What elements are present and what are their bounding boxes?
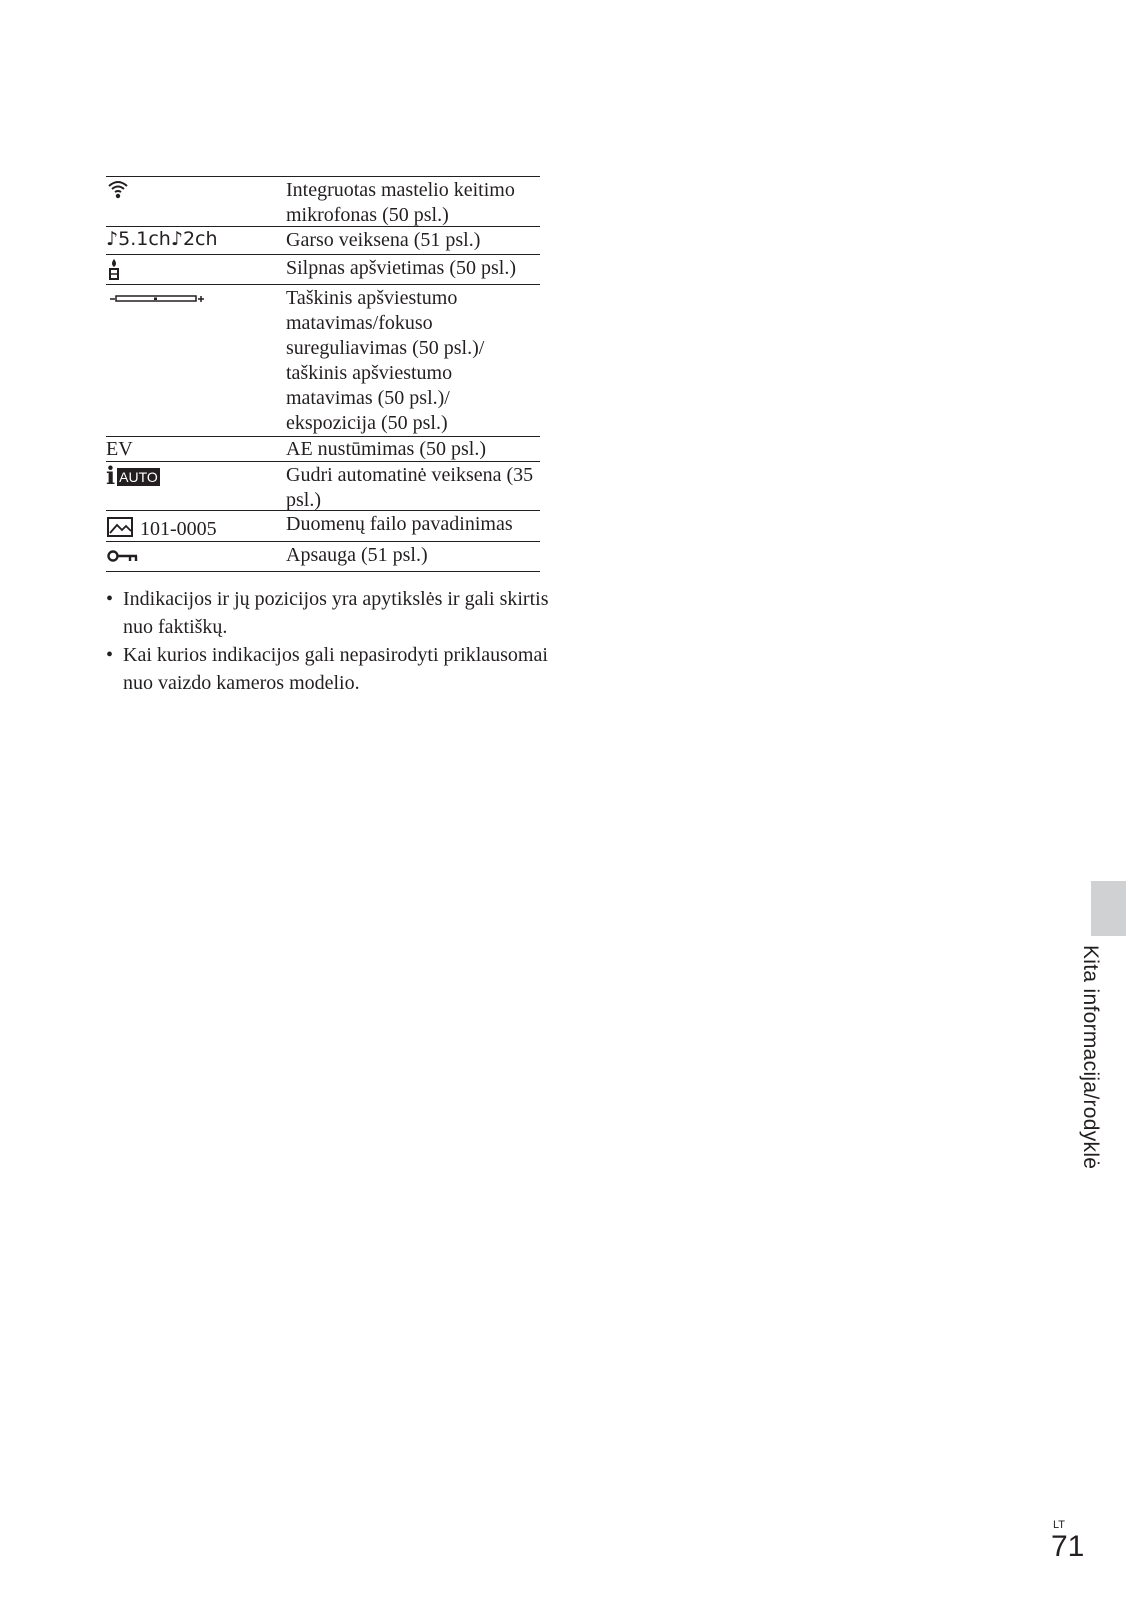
page-number: 71 xyxy=(1051,1530,1085,1563)
row-description: AE nustūmimas (50 psl.) xyxy=(286,438,486,460)
spot-meter-bar-icon xyxy=(106,285,286,436)
ev-label: EV xyxy=(106,438,133,460)
row-description: Apsauga (51 psl.) xyxy=(286,544,428,566)
row-description: Taškinis apšviestumo matavimas/fokuso sureguliavimas (50 psl.)/ taškinis apšviestumo matavimas (50 psl.)/ ekspozicija (50 psl.) xyxy=(286,287,485,434)
intelligent-auto-icon: i AUTO xyxy=(106,461,158,490)
indicator-table xyxy=(106,176,540,572)
row-description: Garso veiksena (51 psl.) xyxy=(286,229,481,251)
table-row xyxy=(106,227,540,255)
table-row xyxy=(106,255,540,285)
section-tab-marker xyxy=(1091,881,1126,936)
zoom-microphone-icon xyxy=(106,177,286,226)
row-description: Integruotas mastelio keitimo mikrofonas (50 psl.) xyxy=(286,179,515,226)
table-row xyxy=(106,511,540,542)
file-name-value: 101-0005 xyxy=(140,518,217,540)
audio-mode-icon: ♪5.1ch♪2ch xyxy=(106,228,218,250)
language-code: LT xyxy=(1053,1519,1066,1531)
notes-list xyxy=(106,585,556,697)
list-item xyxy=(106,585,556,641)
auto-badge: AUTO xyxy=(119,469,158,485)
table-row xyxy=(106,177,540,227)
row-description: Gudri automatinė veiksena (35 psl.) xyxy=(286,464,534,511)
row-description: Silpnas apšvietimas (50 psl.) xyxy=(286,257,516,279)
table-row xyxy=(106,437,540,462)
table-row xyxy=(106,285,540,437)
table-row xyxy=(106,542,540,572)
candle-low-light-icon xyxy=(106,255,286,284)
list-item xyxy=(106,641,556,697)
protect-key-icon xyxy=(106,542,286,571)
image-file-icon xyxy=(106,516,134,538)
section-side-title: Kita informacija/rodyklė xyxy=(1079,945,1102,1170)
note-text: Kai kurios indikacijos gali nepasirodyti priklausomai nuo vaizdo kameros modelio. xyxy=(123,644,548,694)
row-description: Duomenų failo pavadinimas xyxy=(286,513,513,535)
table-row xyxy=(106,462,540,511)
bullet-icon: • xyxy=(106,588,114,610)
bullet-icon: • xyxy=(106,644,114,666)
note-text: Indikacijos ir jų pozicijos yra apytikslės ir gali skirtis nuo faktiškų. xyxy=(123,588,549,638)
